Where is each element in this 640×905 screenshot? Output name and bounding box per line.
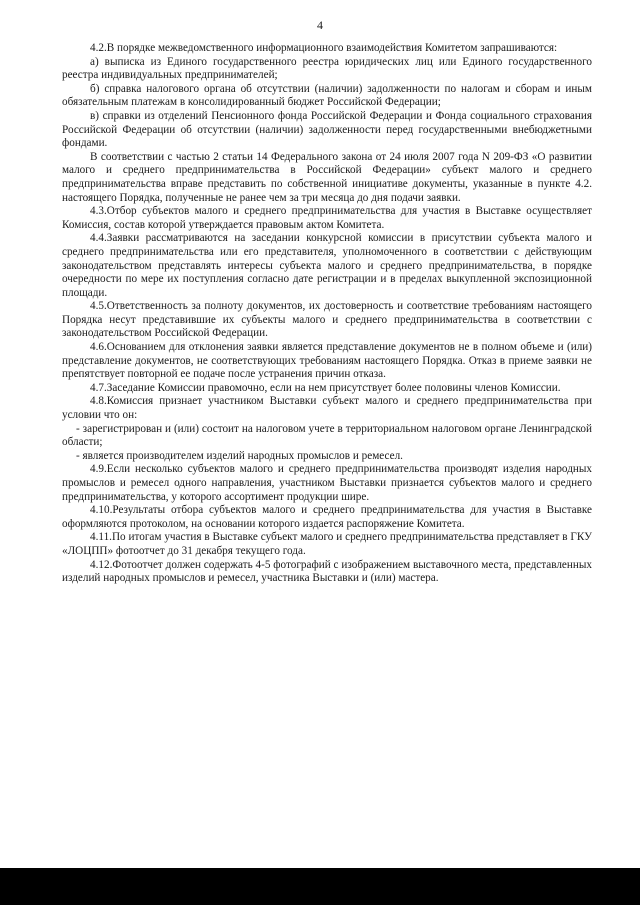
document-body [62,42,592,586]
paragraph-4-11: 4.11.По итогам участия в Выставке субъект малого и среднего предпринимательства представляет в ГКУ «ЛОЦПП» фотоотчет до 31 декабря текущего года. [62,531,592,557]
paragraph-4-5: 4.5.Ответственность за полноту документов, их достоверность и соответствие требованиям настоящего Порядка несут представившие их субъекты малого и среднего предпринимательства в соответствии с законодательством Российской Федерации. [62,300,592,340]
paragraph-4-8: 4.8.Комиссия признает участником Выставки субъект малого и среднего предпринимательства при условии что он: [62,395,592,422]
paragraph-4-7: 4.7.Заседание Комиссии правомочно, если на нем присутствует более половины членов Комиссии. [90,381,561,394]
paragraph-4-6: 4.6.Основанием для отклонения заявки является представление документов не в полном объеме и (или) представление документов, не соответствующих требованиям настоящего Порядка. Отказ в приеме заявки не препятствует повторной ее подаче после устранения причин отказа. [62,341,592,381]
paragraph-4-9: 4.9.Если несколько субъектов малого и среднего предпринимательства производят изделия народных промыслов и ремесел одного направления, участником Выставки признается субъектов малого и среднего предпринимательства, у которого ассортимент продукции шире. [62,463,592,503]
page-number: 4 [317,18,323,32]
paragraph-4-8-condition-1: - зарегистрирован и (или) состоит на налоговом учете в территориальном налоговом органе Ленинградской области; [62,422,592,449]
paragraph-4-2: 4.2.В порядке межведомственного информационного взаимодействия Комитетом запрашиваются: [90,42,558,54]
paragraph-4-2-a: а) выписка из Единого государственного реестра юридических лиц или Единого государственного реестра индивидуальных предпринимателей; [62,55,592,82]
paragraph-4-2-b: б) справка налогового органа об отсутствии (наличии) задолженности по налогам и сборам и иным обязательным платежам в консолидированный бюджет Российской Федерации; [62,82,592,109]
scan-footer-bar [0,868,640,905]
paragraph-4-10: 4.10.Результаты отбора субъектов малого и среднего предпринимательства для участия в Выставке оформляются протоколом, на основании которого издается распоряжение Комитета. [62,504,592,530]
paragraph-4-8-condition-2: - является производителем изделий народных промыслов и ремесел. [76,449,403,462]
paragraph-law-reference: В соответствии с частью 2 статьи 14 Федерального закона от 24 июля 2007 года N 209-ФЗ «О развитии малого и среднего предпринимательства в Российской Федерации» субъект малого и среднего предпринимательства вправе представить по собственной инициативе документы, указанные в пункте 4.2. настоящего Порядка, полученные не ранее чем за три месяца до дня подачи заявки. [62,150,592,204]
paragraph-4-12: 4.12.Фотоотчет должен содержать 4-5 фотографий с изображением выставочного места, представленных изделий народных промыслов и ремесел, участника Выставки и (или) мастера. [62,558,592,585]
paragraph-4-4: 4.4.Заявки рассматриваются на заседании конкурсной комиссии в присутствии субъекта малого и среднего предпринимательства или его представителя, уполномоченного в соответствии с действующим законодательством представлять интересы субъекта малого и среднего предпринимательства, в порядке очередности по мере их поступления согласно дате регистрации и в пределах выкупленной экспозиционной площади. [62,232,592,299]
paragraph-4-2-v: в) справки из отделений Пенсионного фонда Российской Федерации и Фонда социального страхования Российской Федерации об отсутствии (наличии) задолженности перед государственными внебюджетными фондами. [62,109,592,150]
paragraph-4-3: 4.3.Отбор субъектов малого и среднего предпринимательства для участия в Выставке осуществляет Комиссия, состав которой утверждается правовым актом Комитета. [62,205,592,231]
